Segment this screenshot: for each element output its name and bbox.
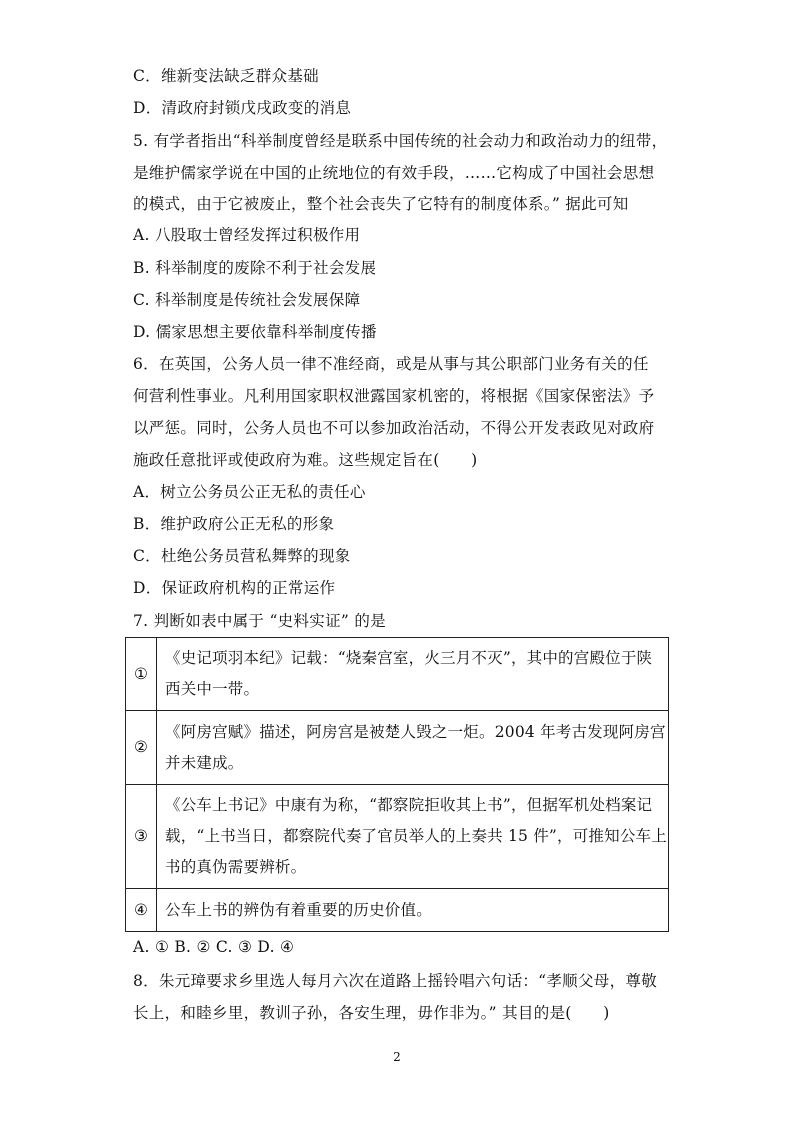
q6-stem-line: 何营利性事业。凡利用国家职权泄露国家机密的，将根据《国家保密法》予 [133,387,655,405]
row-number: ① [126,638,157,711]
q6-option-c: C．杜绝公务员营私舞弊的现象 [133,547,351,565]
q4-option-c: C．维新变法缺乏群众基础 [133,67,319,85]
row-text-line: 《公车上书记》中康有为称，“都察院拒收其上书”，但据军机处档案记 [165,796,653,814]
row-text [157,638,669,711]
row-number: ② [126,711,157,785]
q6-stem-line: 6．在英国，公务人员一律不准经商，或是从事与其公职部门业务有关的任 [133,355,649,373]
row-text [157,711,669,785]
q8-stem-line: 8．朱元璋要求乡里选人每月六次在道路上摇铃唱六句话：“孝顺父母，尊敬 [133,972,657,990]
q5-option-d: D. 儒家思想主要依靠科举制度传播 [133,323,377,341]
row-text-line: 书的真伪需要辨析。 [165,858,307,876]
q6-stem-line: 以严惩。同时，公务人员也不可以参加政治活动，不得公开发表政见对政府 [133,419,655,437]
row-text-line: 《史记项羽本纪》记载：“烧秦宫室，火三月不灭”，其中的宫殿位于陕 [165,649,653,667]
q5-stem-line: 是维护儒家学说在中国的止统地位的有效手段，……它构成了中国社会思想 [133,164,655,182]
q5-option-b: B. 科举制度的废除不利于社会发展 [133,259,377,277]
q5-option-a: A. 八股取士曾经发挥过积极作用 [133,226,361,244]
q5-option-c: C. 科举制度是传统社会发展保障 [133,291,361,309]
row-text-line: 并未建成。 [165,753,244,772]
q8-stem-line: 长上，和睦乡里，教训子孙，各安生理，毋作非为。” 其目的是( ) [133,1004,610,1022]
row-text-line: 《阿房宫赋》描述，阿房宫是被楚人毁之一炬。2004 年考古发现阿房宫 [165,722,666,741]
row-text-line: 公车上书的辨伪有着重要的历史价值。 [165,900,432,919]
table-row [126,711,669,785]
q6-stem-line: 施政任意批评或使政府为难。这些规定旨在( ) [133,451,478,469]
q7-stem: 7. 判断如表中属于 “史料实证” 的是 [133,612,386,630]
table-row [126,638,669,711]
table-row [126,785,669,889]
q6-option-a: A．树立公务员公正无私的责任心 [133,483,366,501]
q7-options: A. ① B. ② C. ③ D. ④ [133,938,295,956]
table-row [126,889,669,932]
q7-source-table [125,637,669,932]
q5-stem-line: 的模式，由于它被废止，整个社会丧失了它特有的制度体系。” 据此可知 [133,195,629,213]
page-number: 2 [393,1050,401,1064]
q4-option-d: D．清政府封锁戊戌政变的消息 [133,99,352,117]
row-number: ③ [126,785,157,889]
q6-option-d: D．保证政府机构的正常运作 [133,579,336,597]
q5-stem-line: 5. 有学者指出“科举制度曾经是联系中国传统的社会动力和政治动力的纽带， [133,132,668,150]
row-number: ④ [126,889,157,932]
row-text [157,889,669,932]
row-text-line: 载，“上书当日，都察院代奏了官员举人的上奏共 15 件”，可推知公车上 [165,827,667,845]
row-text-line: 西关中一带。 [165,680,260,698]
q6-option-b: B．维护政府公正无私的形象 [133,515,335,533]
row-text [157,785,669,889]
